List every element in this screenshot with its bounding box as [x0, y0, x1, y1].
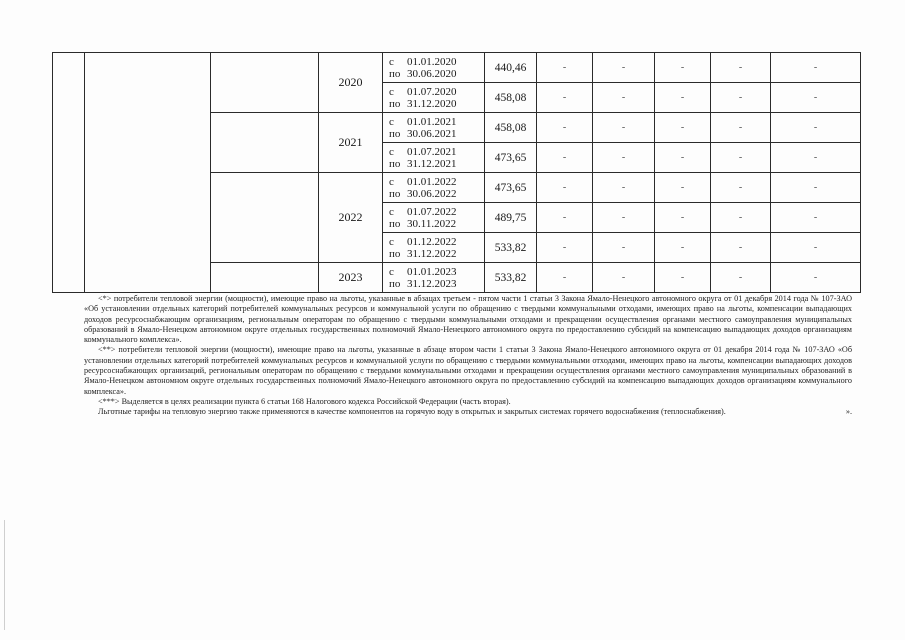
dash-cell: - [711, 113, 771, 143]
tariff-value-cell: 473,65 [485, 173, 537, 203]
year-cell: 2021 [319, 113, 383, 173]
period-to [389, 68, 484, 80]
period-cell [383, 233, 485, 263]
period-from-prefix: с [389, 265, 394, 278]
dash-cell: - [593, 233, 655, 263]
dash-cell: - [537, 203, 593, 233]
tariff-value-cell: 473,65 [485, 143, 537, 173]
dash-cell: - [655, 263, 711, 293]
footnote-4 [84, 407, 852, 417]
period-from-date: 01.01.2023 [407, 265, 457, 278]
dash-cell: - [655, 173, 711, 203]
period-to [389, 128, 484, 140]
period-from-date: 01.01.2020 [407, 55, 457, 68]
dash-cell: - [771, 173, 861, 203]
period-from-prefix: с [389, 145, 394, 158]
period-cell [383, 263, 485, 293]
dash-cell: - [593, 263, 655, 293]
dash-cell: - [537, 233, 593, 263]
period-from [389, 176, 484, 188]
dash-cell: - [537, 173, 593, 203]
footnote-2: <**> потребители тепловой энергии (мощности), имеющие право на льготы, указанные в абзаце втором части 1 статьи 3 Закона Ямало-Ненецкого автономного округа от 01 декабря 2014 года № 107-ЗАО «Об установлении отдельных категорий потребителей коммунальных ресурсов и коммунальной услуги по обращению с твердыми коммунальными отходами, имеющих право на льготы, компенсации выпадающих доходов ресурсоснабжающих организаций, региональным операторам по обращению с твердыми коммунальными отходами и прекращении осуществления органами местного самоуправления муниципальных образований в Ямало-Ненецком автономном округе отдельных государственных полномочий Ямало-Ненецкого автономного округа по предоставлению субсидий на компенсацию выпадающих доходов организациям коммунального комплекса». [84, 345, 852, 396]
footnote-4-text: Льготные тарифы на тепловую энергию также применяются в качестве компонентов на горячую воду в открытых и закрытых системах горячего водоснабжения (теплоснабжения). [98, 407, 726, 417]
closing-quote-mark: ». [845, 407, 852, 417]
period-from [389, 86, 484, 98]
period-cell [383, 173, 485, 203]
period-from-prefix: с [389, 85, 394, 98]
dash-cell: - [711, 233, 771, 263]
empty-cell [211, 263, 319, 293]
dash-cell: - [655, 233, 711, 263]
period-to-prefix: по [389, 247, 401, 260]
period-from-prefix: с [389, 205, 394, 218]
dash-cell: - [537, 113, 593, 143]
period-from [389, 116, 484, 128]
dash-cell: - [593, 83, 655, 113]
tariff-value-cell: 533,82 [485, 233, 537, 263]
year-cell: 2022 [319, 173, 383, 263]
dash-cell: - [655, 203, 711, 233]
dash-cell: - [537, 53, 593, 83]
empty-cell [211, 113, 319, 173]
dash-cell: - [655, 83, 711, 113]
period-from [389, 236, 484, 248]
dash-cell: - [655, 113, 711, 143]
period-to-prefix: по [389, 127, 401, 140]
period-to-date: 30.06.2021 [407, 127, 457, 140]
scan-edge-mark [4, 520, 5, 630]
period-from-date: 01.01.2022 [407, 175, 457, 188]
period-from-prefix: с [389, 55, 394, 68]
dash-cell: - [711, 173, 771, 203]
period-to-date: 31.12.2023 [407, 277, 457, 290]
empty-merged-cell [85, 53, 211, 293]
period-to-prefix: по [389, 187, 401, 200]
period-cell [383, 143, 485, 173]
period-cell [383, 113, 485, 143]
dash-cell: - [771, 83, 861, 113]
footnotes [84, 294, 852, 418]
period-from [389, 56, 484, 68]
dash-cell: - [711, 263, 771, 293]
period-to-date: 30.06.2022 [407, 187, 457, 200]
period-to [389, 98, 484, 110]
dash-cell: - [771, 53, 861, 83]
period-from [389, 266, 484, 278]
period-to-prefix: по [389, 97, 401, 110]
dash-cell: - [711, 83, 771, 113]
period-to-prefix: по [389, 217, 401, 230]
empty-cell [211, 173, 319, 263]
period-to [389, 218, 484, 230]
period-from-prefix: с [389, 115, 394, 128]
tariff-value-cell: 489,75 [485, 203, 537, 233]
period-from-prefix: с [389, 175, 394, 188]
dash-cell: - [771, 233, 861, 263]
period-from-date: 01.01.2021 [407, 115, 457, 128]
empty-merged-cell [53, 53, 85, 293]
dash-cell: - [771, 263, 861, 293]
dash-cell: - [593, 53, 655, 83]
dash-cell: - [771, 113, 861, 143]
tariff-table [52, 52, 861, 293]
empty-cell [211, 53, 319, 113]
dash-cell: - [593, 143, 655, 173]
tariff-value-cell: 458,08 [485, 83, 537, 113]
period-from [389, 146, 484, 158]
period-cell [383, 53, 485, 83]
period-to [389, 188, 484, 200]
period-to-date: 30.11.2022 [407, 217, 457, 230]
period-to-prefix: по [389, 67, 401, 80]
table-row [53, 53, 861, 83]
dash-cell: - [593, 173, 655, 203]
tariff-table-body [53, 53, 861, 293]
period-from-date: 01.07.2022 [407, 205, 457, 218]
period-to-date: 30.06.2020 [407, 67, 457, 80]
dash-cell: - [771, 203, 861, 233]
footnote-3: <***> Выделяется в целях реализации пункта 6 статьи 168 Налогового кодекса Российской Федерации (часть вторая). [98, 396, 511, 406]
dash-cell: - [655, 143, 711, 173]
tariff-value-cell: 458,08 [485, 113, 537, 143]
year-cell: 2023 [319, 263, 383, 293]
period-from-date: 01.07.2020 [407, 85, 457, 98]
period-from-prefix: с [389, 235, 394, 248]
dash-cell: - [593, 113, 655, 143]
period-to-prefix: по [389, 157, 401, 170]
period-to-date: 31.12.2021 [407, 157, 457, 170]
period-cell [383, 203, 485, 233]
period-to [389, 158, 484, 170]
dash-cell: - [711, 203, 771, 233]
year-cell: 2020 [319, 53, 383, 113]
dash-cell: - [711, 53, 771, 83]
dash-cell: - [537, 143, 593, 173]
dash-cell: - [711, 143, 771, 173]
period-to-date: 31.12.2022 [407, 247, 457, 260]
footnote-1: <*> потребители тепловой энергии (мощности), имеющие право на льготы, указанные в абзацах третьем - пятом части 1 статьи 3 Закона Ямало-Ненецкого автономного округа от 01 декабря 2014 года № 107-ЗАО «Об установлении отдельных категорий потребителей коммунальных ресурсов и коммунальной услуги по обращению с твердыми коммунальными отходами, имеющих право на льготы, компенсации выпадающих доходов ресурсоснабжающим организациям, региональным операторам по обращению с твердыми коммунальными отходами и прекращении осуществления органами местного самоуправления муниципальных образований в Ямало-Ненецком автономном округе отдельных государственных полномочий Ямало-Ненецкого автономного округа по предоставлению субсидий на компенсацию выпадающих доходов организациям коммунального комплекса». [84, 294, 852, 345]
period-from [389, 206, 484, 218]
dash-cell: - [593, 203, 655, 233]
period-to-date: 31.12.2020 [407, 97, 457, 110]
period-to-prefix: по [389, 277, 401, 290]
period-from-date: 01.07.2021 [407, 145, 457, 158]
dash-cell: - [537, 263, 593, 293]
dash-cell: - [771, 143, 861, 173]
period-cell [383, 83, 485, 113]
tariff-value-cell: 440,46 [485, 53, 537, 83]
period-to [389, 278, 484, 290]
tariff-value-cell: 533,82 [485, 263, 537, 293]
dash-cell: - [655, 53, 711, 83]
period-from-date: 01.12.2022 [407, 235, 457, 248]
dash-cell: - [537, 83, 593, 113]
period-to [389, 248, 484, 260]
